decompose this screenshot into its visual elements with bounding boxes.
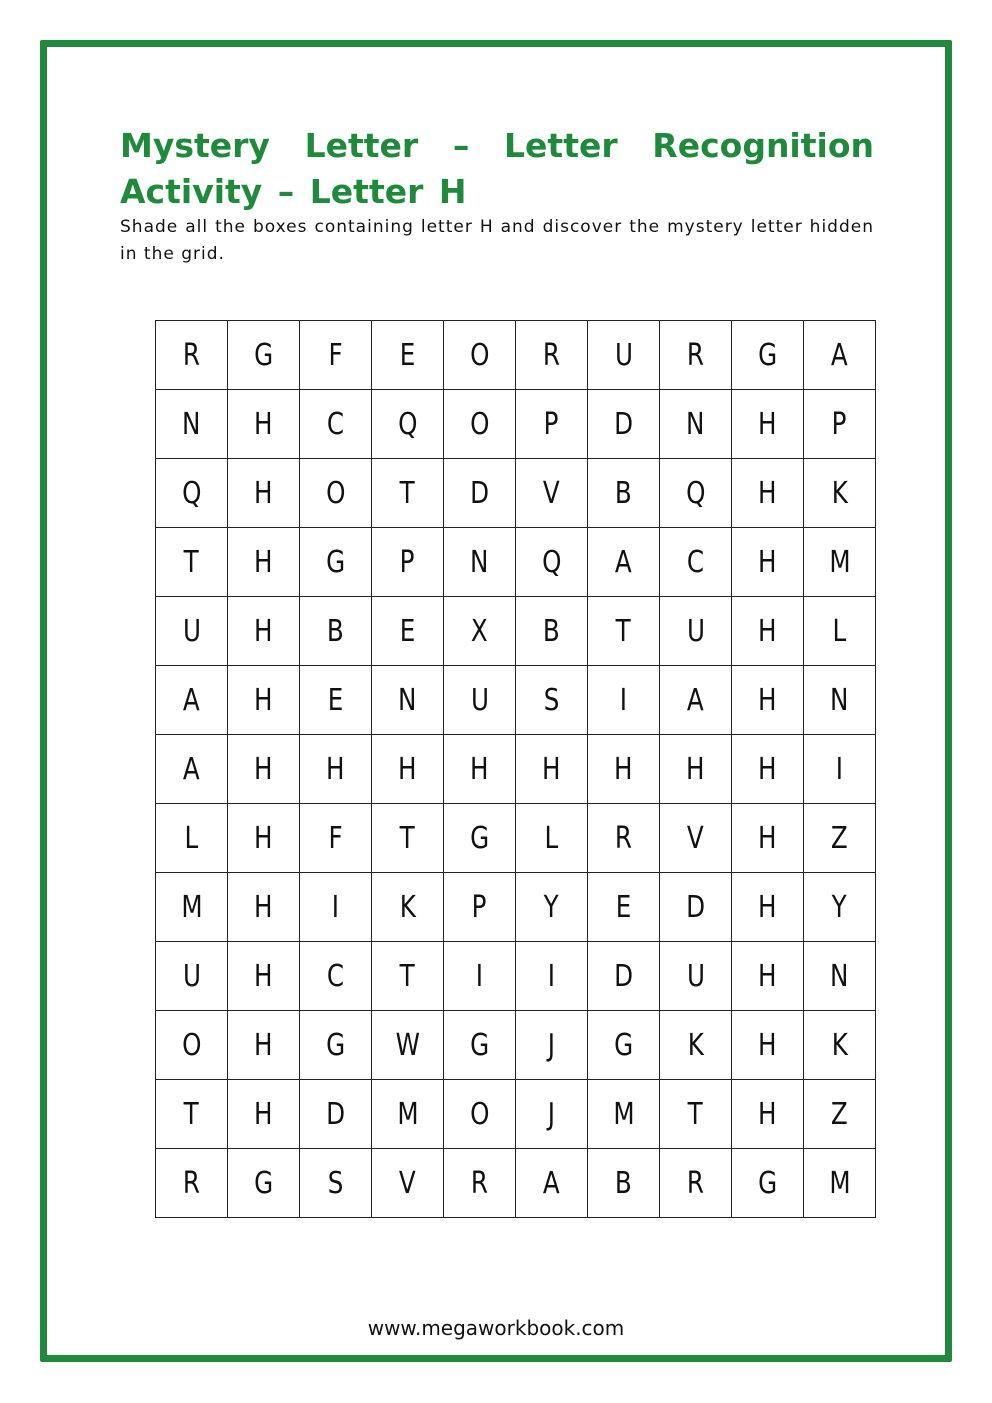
grid-cell[interactable] bbox=[300, 459, 372, 528]
grid-cell[interactable] bbox=[300, 597, 372, 666]
grid-cell-letter: H bbox=[758, 544, 777, 580]
grid-cell-letter: N bbox=[182, 406, 201, 442]
grid-cell[interactable] bbox=[300, 804, 372, 873]
grid-cell-letter: H bbox=[758, 406, 777, 442]
grid-cell-letter: U bbox=[614, 337, 633, 373]
grid-cell-letter: I bbox=[835, 751, 844, 787]
grid-cell[interactable] bbox=[804, 666, 876, 735]
grid-cell-letter: H bbox=[254, 406, 273, 442]
grid-cell[interactable] bbox=[588, 942, 660, 1011]
grid-cell-letter: T bbox=[399, 820, 416, 856]
grid-cell-letter: N bbox=[830, 682, 849, 718]
grid-cell-letter: H bbox=[614, 751, 633, 787]
grid-cell[interactable] bbox=[372, 1011, 444, 1080]
grid-cell-letter: Y bbox=[831, 889, 848, 925]
grid-row bbox=[156, 873, 876, 942]
grid-cell[interactable] bbox=[372, 873, 444, 942]
grid-cell[interactable] bbox=[732, 1149, 804, 1218]
grid-cell[interactable] bbox=[588, 597, 660, 666]
grid-cell-letter: R bbox=[686, 337, 705, 373]
grid-cell[interactable] bbox=[228, 942, 300, 1011]
grid-cell[interactable] bbox=[588, 666, 660, 735]
grid-row bbox=[156, 459, 876, 528]
grid-cell[interactable] bbox=[588, 1080, 660, 1149]
grid-cell[interactable] bbox=[516, 1149, 588, 1218]
grid-cell-letter: L bbox=[544, 820, 559, 856]
grid-cell[interactable] bbox=[372, 390, 444, 459]
grid-row bbox=[156, 597, 876, 666]
grid-cell[interactable] bbox=[732, 735, 804, 804]
grid-cell-letter: H bbox=[326, 751, 345, 787]
grid-cell-letter: D bbox=[614, 958, 633, 994]
grid-cell-letter: K bbox=[399, 889, 416, 925]
grid-cell-letter: B bbox=[327, 613, 344, 649]
grid-cell[interactable] bbox=[660, 321, 732, 390]
grid-cell-letter: Q bbox=[685, 475, 706, 511]
grid-cell-letter: G bbox=[253, 337, 274, 373]
grid-cell[interactable] bbox=[444, 321, 516, 390]
grid-cell-letter: T bbox=[615, 613, 632, 649]
grid-cell-letter: G bbox=[469, 820, 490, 856]
grid-cell-letter: V bbox=[687, 820, 704, 856]
grid-row bbox=[156, 1080, 876, 1149]
grid-cell[interactable] bbox=[156, 1080, 228, 1149]
grid-cell-letter: R bbox=[470, 1165, 489, 1201]
grid-cell[interactable] bbox=[156, 873, 228, 942]
grid-cell-letter: H bbox=[254, 820, 273, 856]
grid-cell-letter: O bbox=[181, 1027, 202, 1063]
grid-cell-letter: H bbox=[254, 613, 273, 649]
grid-cell[interactable] bbox=[660, 1149, 732, 1218]
grid-cell[interactable] bbox=[804, 1149, 876, 1218]
grid-cell[interactable] bbox=[156, 597, 228, 666]
letter-grid bbox=[155, 320, 876, 1218]
grid-cell[interactable] bbox=[228, 1080, 300, 1149]
grid-cell-letter: G bbox=[757, 337, 778, 373]
grid-cell-letter: O bbox=[469, 406, 490, 442]
grid-cell-letter: H bbox=[758, 751, 777, 787]
grid-row bbox=[156, 1011, 876, 1080]
grid-cell[interactable] bbox=[516, 1011, 588, 1080]
grid-cell[interactable] bbox=[444, 666, 516, 735]
grid-cell[interactable] bbox=[156, 459, 228, 528]
grid-cell[interactable] bbox=[732, 528, 804, 597]
grid-cell-letter: N bbox=[686, 406, 705, 442]
grid-row bbox=[156, 390, 876, 459]
grid-cell-letter: P bbox=[832, 406, 847, 442]
grid-cell-letter: A bbox=[183, 682, 200, 718]
grid-cell-letter: H bbox=[758, 475, 777, 511]
grid-cell-letter: N bbox=[830, 958, 849, 994]
grid-cell[interactable] bbox=[588, 1011, 660, 1080]
grid-cell-letter: H bbox=[254, 544, 273, 580]
grid-cell-letter: A bbox=[543, 1165, 560, 1201]
grid-cell-letter: U bbox=[686, 958, 705, 994]
grid-cell-letter: B bbox=[615, 1165, 632, 1201]
grid-cell-letter: H bbox=[758, 958, 777, 994]
grid-cell-letter: E bbox=[615, 889, 632, 925]
grid-cell-letter: S bbox=[327, 1165, 344, 1201]
grid-cell[interactable] bbox=[732, 804, 804, 873]
grid-cell[interactable] bbox=[516, 1080, 588, 1149]
grid-cell[interactable] bbox=[660, 942, 732, 1011]
grid-cell-letter: H bbox=[758, 613, 777, 649]
grid-cell-letter: Z bbox=[831, 820, 848, 856]
grid-cell-letter: K bbox=[831, 475, 848, 511]
grid-cell[interactable] bbox=[228, 597, 300, 666]
grid-cell[interactable] bbox=[300, 1149, 372, 1218]
grid-cell-letter: G bbox=[613, 1027, 634, 1063]
grid-cell[interactable] bbox=[444, 735, 516, 804]
grid-cell[interactable] bbox=[516, 804, 588, 873]
grid-cell[interactable] bbox=[804, 528, 876, 597]
grid-cell-letter: O bbox=[469, 337, 490, 373]
grid-row bbox=[156, 321, 876, 390]
grid-cell-letter: V bbox=[543, 475, 560, 511]
grid-cell[interactable] bbox=[732, 873, 804, 942]
page-title: Mystery Letter – Letter Recognition Activity – Letter H bbox=[120, 126, 874, 211]
grid-cell[interactable] bbox=[372, 735, 444, 804]
grid-cell-letter: Q bbox=[541, 544, 562, 580]
grid-cell-letter: Y bbox=[543, 889, 560, 925]
grid-cell[interactable] bbox=[516, 873, 588, 942]
grid-cell-letter: R bbox=[686, 1165, 705, 1201]
grid-cell[interactable] bbox=[804, 735, 876, 804]
grid-cell-letter: H bbox=[758, 1096, 777, 1132]
grid-cell-letter: N bbox=[398, 682, 417, 718]
grid-cell[interactable] bbox=[372, 459, 444, 528]
grid-cell[interactable] bbox=[444, 1149, 516, 1218]
grid-cell-letter: V bbox=[399, 1165, 416, 1201]
grid-cell-letter: H bbox=[758, 1027, 777, 1063]
grid-cell[interactable] bbox=[444, 459, 516, 528]
grid-cell-letter: R bbox=[542, 337, 561, 373]
grid-cell-letter: T bbox=[183, 544, 200, 580]
grid-cell[interactable] bbox=[588, 1149, 660, 1218]
grid-cell[interactable] bbox=[804, 597, 876, 666]
grid-cell-letter: R bbox=[182, 1165, 201, 1201]
grid-cell-letter: H bbox=[254, 751, 273, 787]
grid-cell[interactable] bbox=[660, 1011, 732, 1080]
grid-cell-letter: G bbox=[325, 1027, 346, 1063]
grid-cell[interactable] bbox=[444, 597, 516, 666]
grid-cell[interactable] bbox=[156, 1149, 228, 1218]
grid-cell-letter: H bbox=[542, 751, 561, 787]
grid-cell[interactable] bbox=[660, 735, 732, 804]
grid-cell-letter: T bbox=[183, 1096, 200, 1132]
grid-cell[interactable] bbox=[444, 1080, 516, 1149]
grid-cell-letter: A bbox=[183, 751, 200, 787]
grid-cell[interactable] bbox=[156, 321, 228, 390]
grid-cell-letter: K bbox=[831, 1027, 848, 1063]
grid-cell[interactable] bbox=[372, 1080, 444, 1149]
grid-cell-letter: G bbox=[757, 1165, 778, 1201]
grid-cell-letter: R bbox=[182, 337, 201, 373]
grid-cell[interactable] bbox=[804, 942, 876, 1011]
grid-cell[interactable] bbox=[588, 804, 660, 873]
grid-cell[interactable] bbox=[228, 459, 300, 528]
grid-cell-letter: E bbox=[399, 613, 416, 649]
grid-row bbox=[156, 735, 876, 804]
grid-cell-letter: H bbox=[758, 682, 777, 718]
grid-row bbox=[156, 942, 876, 1011]
grid-cell[interactable] bbox=[660, 873, 732, 942]
grid-cell-letter: I bbox=[547, 958, 556, 994]
grid-cell[interactable] bbox=[804, 390, 876, 459]
grid-cell[interactable] bbox=[228, 873, 300, 942]
grid-cell-letter: D bbox=[686, 889, 705, 925]
grid-cell[interactable] bbox=[372, 666, 444, 735]
grid-cell-letter: C bbox=[686, 544, 705, 580]
grid-cell[interactable] bbox=[228, 1149, 300, 1218]
grid-cell-letter: H bbox=[254, 958, 273, 994]
grid-cell[interactable] bbox=[300, 735, 372, 804]
grid-cell[interactable] bbox=[444, 1011, 516, 1080]
grid-cell[interactable] bbox=[660, 1080, 732, 1149]
grid-cell[interactable] bbox=[156, 942, 228, 1011]
grid-cell[interactable] bbox=[444, 942, 516, 1011]
grid-cell[interactable] bbox=[588, 735, 660, 804]
grid-cell[interactable] bbox=[372, 1149, 444, 1218]
grid-cell[interactable] bbox=[660, 528, 732, 597]
grid-cell-letter: P bbox=[544, 406, 559, 442]
grid-cell[interactable] bbox=[516, 528, 588, 597]
grid-cell[interactable] bbox=[300, 666, 372, 735]
grid-cell[interactable] bbox=[516, 666, 588, 735]
grid-cell[interactable] bbox=[300, 390, 372, 459]
grid-cell-letter: X bbox=[471, 613, 488, 649]
grid-cell[interactable] bbox=[228, 321, 300, 390]
grid-cell[interactable] bbox=[516, 942, 588, 1011]
grid-cell[interactable] bbox=[588, 390, 660, 459]
grid-cell-letter: D bbox=[614, 406, 633, 442]
grid-cell-letter: H bbox=[254, 889, 273, 925]
grid-cell[interactable] bbox=[228, 735, 300, 804]
grid-cell-letter: Z bbox=[831, 1096, 848, 1132]
grid-cell-letter: H bbox=[254, 1027, 273, 1063]
grid-row bbox=[156, 804, 876, 873]
grid-cell-letter: C bbox=[326, 406, 345, 442]
grid-cell-letter: T bbox=[687, 1096, 704, 1132]
grid-cell[interactable] bbox=[300, 873, 372, 942]
grid-cell[interactable] bbox=[804, 1080, 876, 1149]
grid-cell-letter: U bbox=[470, 682, 489, 718]
grid-cell-letter: D bbox=[326, 1096, 345, 1132]
grid-cell-letter: B bbox=[543, 613, 560, 649]
grid-cell[interactable] bbox=[588, 873, 660, 942]
grid-cell[interactable] bbox=[660, 390, 732, 459]
grid-cell[interactable] bbox=[732, 390, 804, 459]
grid-cell-letter: G bbox=[469, 1027, 490, 1063]
grid-cell-letter: S bbox=[543, 682, 560, 718]
grid-cell-letter: M bbox=[828, 544, 851, 580]
grid-cell-letter: L bbox=[184, 820, 199, 856]
grid-cell[interactable] bbox=[516, 321, 588, 390]
grid-cell[interactable] bbox=[732, 1011, 804, 1080]
grid-cell-letter: A bbox=[687, 682, 704, 718]
grid-cell-letter: F bbox=[328, 337, 343, 373]
grid-cell[interactable] bbox=[372, 528, 444, 597]
grid-cell[interactable] bbox=[516, 735, 588, 804]
grid-cell-letter: H bbox=[254, 1096, 273, 1132]
grid-cell-letter: B bbox=[615, 475, 632, 511]
grid-cell-letter: K bbox=[687, 1027, 704, 1063]
grid-cell-letter: U bbox=[182, 613, 201, 649]
grid-cell[interactable] bbox=[732, 942, 804, 1011]
grid-cell[interactable] bbox=[804, 321, 876, 390]
grid-cell-letter: M bbox=[396, 1096, 419, 1132]
grid-cell-letter: O bbox=[325, 475, 346, 511]
grid-cell[interactable] bbox=[300, 942, 372, 1011]
grid-cell-letter: H bbox=[758, 820, 777, 856]
grid-cell[interactable] bbox=[228, 804, 300, 873]
grid-cell-letter: H bbox=[470, 751, 489, 787]
grid-cell-letter: P bbox=[400, 544, 415, 580]
grid-cell[interactable] bbox=[156, 390, 228, 459]
grid-cell[interactable] bbox=[228, 666, 300, 735]
grid-cell-letter: L bbox=[832, 613, 847, 649]
grid-cell[interactable] bbox=[732, 666, 804, 735]
grid-cell[interactable] bbox=[732, 459, 804, 528]
grid-cell-letter: E bbox=[327, 682, 344, 718]
grid-cell[interactable] bbox=[228, 390, 300, 459]
grid-cell[interactable] bbox=[588, 321, 660, 390]
grid-cell[interactable] bbox=[516, 597, 588, 666]
grid-cell[interactable] bbox=[588, 459, 660, 528]
grid-cell-letter: I bbox=[331, 889, 340, 925]
grid-cell[interactable] bbox=[300, 321, 372, 390]
grid-cell[interactable] bbox=[372, 321, 444, 390]
grid-cell[interactable] bbox=[444, 873, 516, 942]
grid-cell[interactable] bbox=[372, 597, 444, 666]
website-footer: www.megaworkbook.com bbox=[367, 1316, 625, 1340]
grid-cell[interactable] bbox=[156, 1011, 228, 1080]
grid-cell-letter: M bbox=[612, 1096, 635, 1132]
grid-cell-letter: G bbox=[253, 1165, 274, 1201]
grid-cell-letter: J bbox=[547, 1096, 556, 1132]
grid-cell-letter: A bbox=[831, 337, 848, 373]
grid-cell[interactable] bbox=[228, 528, 300, 597]
grid-cell-letter: T bbox=[399, 958, 416, 994]
grid-cell-letter: M bbox=[828, 1165, 851, 1201]
grid-cell-letter: M bbox=[180, 889, 203, 925]
grid-cell-letter: H bbox=[254, 475, 273, 511]
grid-cell[interactable] bbox=[660, 459, 732, 528]
grid-cell-letter: G bbox=[325, 544, 346, 580]
grid-cell[interactable] bbox=[444, 528, 516, 597]
grid-cell[interactable] bbox=[372, 942, 444, 1011]
grid-cell[interactable] bbox=[156, 528, 228, 597]
instructions-text: Shade all the boxes containing letter H and discover the mystery letter hidden in the grid. bbox=[120, 217, 874, 264]
grid-cell[interactable] bbox=[300, 528, 372, 597]
grid-cell[interactable] bbox=[804, 1011, 876, 1080]
grid-row bbox=[156, 1149, 876, 1218]
grid-cell[interactable] bbox=[588, 528, 660, 597]
letter-grid-body bbox=[156, 321, 876, 1218]
grid-cell-letter: I bbox=[619, 682, 628, 718]
grid-cell[interactable] bbox=[516, 390, 588, 459]
grid-cell[interactable] bbox=[228, 1011, 300, 1080]
grid-cell-letter: D bbox=[470, 475, 489, 511]
grid-cell-letter: H bbox=[398, 751, 417, 787]
grid-cell[interactable] bbox=[804, 459, 876, 528]
grid-cell[interactable] bbox=[660, 666, 732, 735]
grid-cell-letter: H bbox=[686, 751, 705, 787]
grid-cell[interactable] bbox=[732, 321, 804, 390]
grid-cell-letter: E bbox=[399, 337, 416, 373]
grid-cell-letter: Q bbox=[181, 475, 202, 511]
grid-cell[interactable] bbox=[300, 1080, 372, 1149]
grid-cell-letter: I bbox=[475, 958, 484, 994]
grid-cell-letter: W bbox=[395, 1027, 420, 1063]
grid-cell[interactable] bbox=[372, 804, 444, 873]
grid-cell-letter: O bbox=[469, 1096, 490, 1132]
grid-cell-letter: A bbox=[615, 544, 632, 580]
grid-cell-letter: P bbox=[472, 889, 487, 925]
grid-cell[interactable] bbox=[444, 390, 516, 459]
grid-cell[interactable] bbox=[156, 666, 228, 735]
grid-cell-letter: R bbox=[614, 820, 633, 856]
grid-cell[interactable] bbox=[804, 804, 876, 873]
grid-cell-letter: H bbox=[758, 889, 777, 925]
grid-cell[interactable] bbox=[300, 1011, 372, 1080]
grid-cell-letter: U bbox=[182, 958, 201, 994]
grid-cell-letter: C bbox=[326, 958, 345, 994]
grid-cell[interactable] bbox=[156, 735, 228, 804]
grid-cell-letter: Q bbox=[397, 406, 418, 442]
grid-cell-letter: J bbox=[547, 1027, 556, 1063]
grid-cell[interactable] bbox=[732, 597, 804, 666]
grid-row bbox=[156, 528, 876, 597]
grid-cell[interactable] bbox=[732, 1080, 804, 1149]
grid-cell-letter: T bbox=[399, 475, 416, 511]
grid-cell-letter: F bbox=[328, 820, 343, 856]
grid-cell-letter: U bbox=[686, 613, 705, 649]
grid-cell[interactable] bbox=[660, 804, 732, 873]
grid-cell[interactable] bbox=[444, 804, 516, 873]
grid-cell[interactable] bbox=[156, 804, 228, 873]
grid-cell[interactable] bbox=[660, 597, 732, 666]
grid-cell-letter: H bbox=[254, 682, 273, 718]
grid-cell[interactable] bbox=[804, 873, 876, 942]
grid-cell-letter: N bbox=[470, 544, 489, 580]
grid-row bbox=[156, 666, 876, 735]
grid-cell[interactable] bbox=[516, 459, 588, 528]
